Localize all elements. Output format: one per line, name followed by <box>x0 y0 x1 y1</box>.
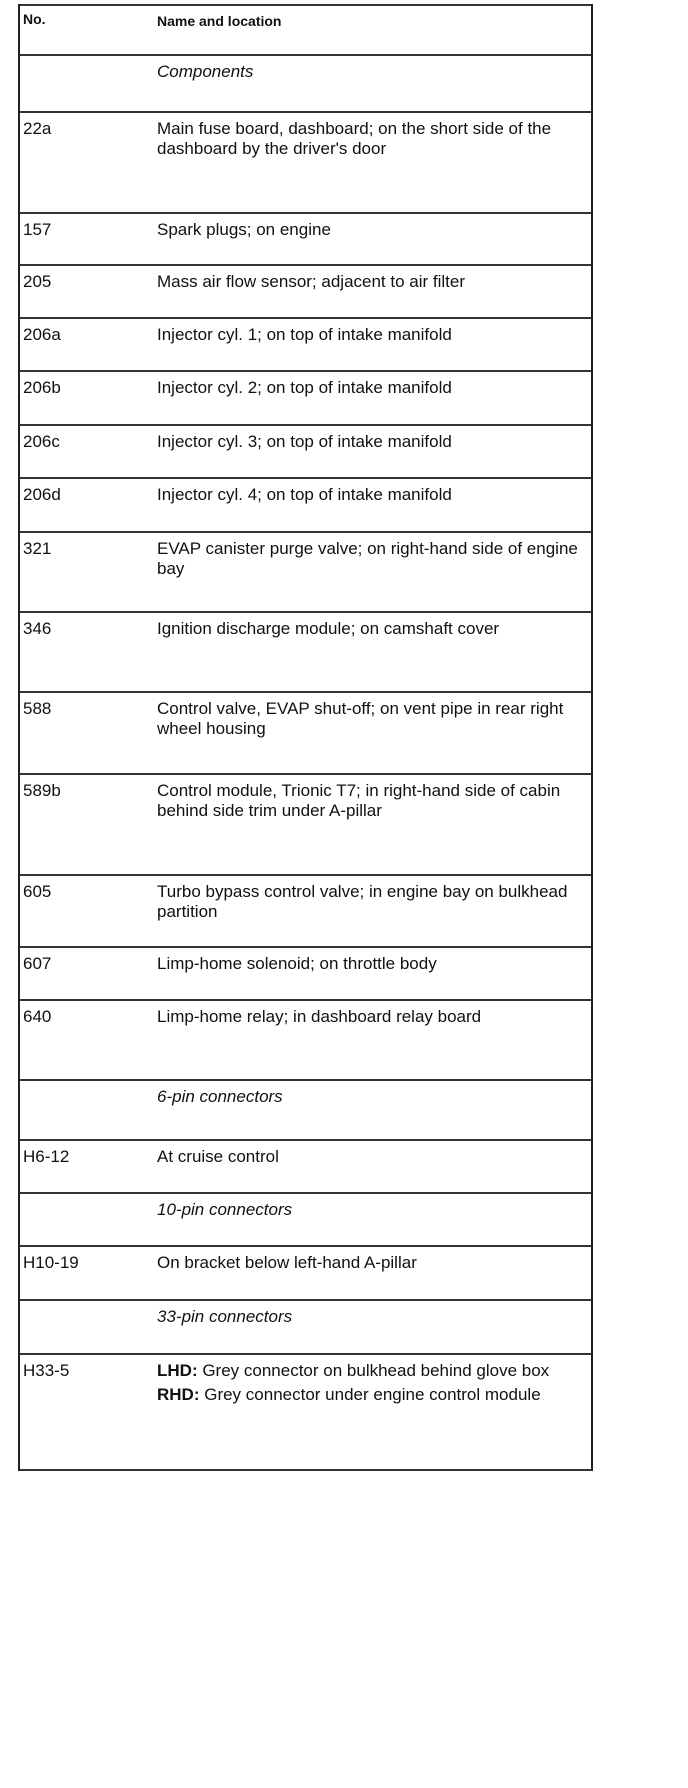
section-row <box>20 54 591 111</box>
rhd-line <box>157 1385 587 1405</box>
table-header <box>20 4 591 54</box>
lhd-label: LHD: <box>157 1361 198 1380</box>
item-no: 206d <box>23 485 61 504</box>
item-no: 206b <box>23 378 61 397</box>
item-no: H33-5 <box>23 1361 70 1380</box>
table-row <box>20 999 591 1079</box>
item-name: At cruise control <box>157 1147 279 1166</box>
section-6-pin: 6-pin connectors <box>157 1087 283 1106</box>
item-no: 588 <box>23 699 52 718</box>
section-row <box>20 1192 591 1245</box>
item-name: Injector cyl. 2; on top of intake manifold <box>157 378 452 397</box>
table-row <box>20 477 591 531</box>
section-components: Components <box>157 62 254 81</box>
item-name: EVAP canister purge valve; on right-hand side of engine bay <box>157 539 578 578</box>
table-row <box>20 691 591 773</box>
section-10-pin: 10-pin connectors <box>157 1200 293 1219</box>
item-no: 607 <box>23 954 52 973</box>
table-row <box>20 370 591 424</box>
connector-table <box>18 4 593 1471</box>
item-no: 321 <box>23 539 52 558</box>
table-row <box>20 111 591 212</box>
item-no: H10-19 <box>23 1253 79 1272</box>
section-row <box>20 1299 591 1353</box>
item-name: Mass air flow sensor; adjacent to air filter <box>157 272 466 291</box>
item-no: 157 <box>23 220 52 239</box>
section-row <box>20 1079 591 1139</box>
item-no: 589b <box>23 781 61 800</box>
table-row <box>20 946 591 999</box>
item-no: H6-12 <box>23 1147 70 1166</box>
table-row <box>20 317 591 370</box>
item-name: Limp-home relay; in dashboard relay board <box>157 1007 482 1026</box>
item-no: 640 <box>23 1007 52 1026</box>
table-row <box>20 424 591 477</box>
item-name: Control valve, EVAP shut-off; on vent pipe in rear right wheel housing <box>157 699 564 738</box>
item-no: 206c <box>23 432 60 451</box>
lhd-text: Grey connector on bulkhead behind glove box <box>197 1361 550 1380</box>
header-no: No. <box>23 11 46 27</box>
rhd-text: Grey connector under engine control module <box>199 1385 541 1404</box>
item-no: 22a <box>23 119 52 138</box>
item-name: Turbo bypass control valve; in engine bay on bulkhead partition <box>157 882 568 921</box>
item-no: 205 <box>23 272 52 291</box>
lhd-line <box>157 1361 587 1381</box>
item-name: Injector cyl. 1; on top of intake manifold <box>157 325 452 344</box>
item-no: 605 <box>23 882 52 901</box>
header-name: Name and location <box>157 13 282 29</box>
table-row <box>20 773 591 874</box>
rhd-label: RHD: <box>157 1385 200 1404</box>
item-no: 206a <box>23 325 61 344</box>
item-name: Injector cyl. 4; on top of intake manifold <box>157 485 452 504</box>
section-33-pin: 33-pin connectors <box>157 1307 293 1326</box>
item-name: Spark plugs; on engine <box>157 220 331 239</box>
item-name: Injector cyl. 3; on top of intake manifold <box>157 432 452 451</box>
item-name <box>157 1355 591 1469</box>
item-name: Control module, Trionic T7; in right-hand side of cabin behind side trim under A-pillar <box>157 781 561 820</box>
item-name: On bracket below left-hand A-pillar <box>157 1253 417 1272</box>
item-no: 346 <box>23 619 52 638</box>
item-name: Limp-home solenoid; on throttle body <box>157 954 437 973</box>
item-name: Main fuse board, dashboard; on the short side of the dashboard by the driver's door <box>157 119 552 158</box>
table-row <box>20 1139 591 1192</box>
table-row <box>20 611 591 691</box>
table-row <box>20 531 591 611</box>
table-row <box>20 874 591 946</box>
item-name: Ignition discharge module; on camshaft cover <box>157 619 500 638</box>
table-row <box>20 212 591 264</box>
table-row <box>20 264 591 317</box>
table-row <box>20 1353 591 1471</box>
table-row <box>20 1245 591 1299</box>
